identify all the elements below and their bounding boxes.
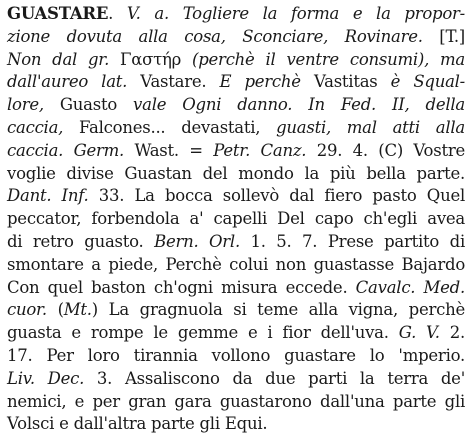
entry-line xyxy=(7,231,465,254)
entry-text-segment: Cavalc. Med. xyxy=(355,277,465,297)
entry-line xyxy=(7,71,465,94)
entry-line xyxy=(7,26,465,49)
entry-text-segment: 17. Per loro tirannia vollono guastare lo 'mperio. xyxy=(7,345,465,365)
entry-text-segment: zione dovuta alla cosa, Sconciare, Rovinare. xyxy=(7,26,423,46)
entry-text-segment: Petr. Canz. xyxy=(213,140,307,160)
entry-text-segment: Volsci e dall'altra parte gli Equi. xyxy=(7,414,268,434)
entry-text-segment: Guasto xyxy=(59,95,134,115)
entry-text-segment: guasta e rompe le gemme e i fior dell'uva. xyxy=(7,323,399,343)
entry-text-segment: smontare a piede, Perchè colui non guastasse Bajardo xyxy=(7,254,465,274)
entry-text-segment: V. a. Togliere la forma e la propor- xyxy=(126,4,465,23)
entry-text-segment: di retro guasto. xyxy=(7,231,155,251)
entry-text-segment: peccator, forbendola a' capelli Del capo ch'egli avea xyxy=(7,209,465,229)
entry-text-segment: 1. 5. 7. Prese partito di xyxy=(239,231,465,251)
entry-text-segment: dall'aureo lat. xyxy=(7,72,128,92)
entry-text-segment: Vastitas xyxy=(300,72,391,92)
entry-text-segment: Bern. Orl. xyxy=(154,231,240,251)
entry-text-segment: caccia. Germ. xyxy=(7,140,125,160)
entry-text-segment: Non dal gr. xyxy=(7,49,121,69)
entry-line xyxy=(7,299,465,322)
entry-line xyxy=(7,49,465,72)
entry-line xyxy=(7,322,465,345)
entry-text-segment: (perchè il ventre consumi), ma xyxy=(181,49,465,69)
entry-line xyxy=(7,254,465,277)
entry-text-segment: G. V. xyxy=(398,323,440,343)
entry-line xyxy=(7,413,465,436)
entry-text-segment: Con quel baston ch'ogni misura eccede. xyxy=(7,277,356,297)
entry-text-segment: ( xyxy=(46,300,64,320)
entry-text-segment: cuor. xyxy=(7,300,47,320)
dictionary-entry xyxy=(7,3,465,436)
entry-text-segment: nemici, e per gran gara guastarono dall'una parte gli xyxy=(7,391,465,411)
entry-line xyxy=(7,277,465,300)
entry-line xyxy=(7,163,465,186)
entry-line xyxy=(7,345,465,368)
entry-line xyxy=(7,94,465,117)
entry-text-segment: Liv. Dec. xyxy=(7,368,85,388)
entry-text-segment: caccia, xyxy=(7,117,79,137)
entry-line xyxy=(7,185,465,208)
entry-line xyxy=(7,208,465,231)
entry-text-segment: [T.] xyxy=(422,26,465,46)
headword: GUASTARE xyxy=(7,4,109,23)
entry-line xyxy=(7,117,465,140)
entry-text-segment: . xyxy=(108,4,127,23)
entry-text-segment: 2. xyxy=(439,323,466,343)
entry-text-segment: lore, xyxy=(7,95,60,115)
entry-text-segment: è Squal- xyxy=(390,72,466,92)
entry-text-segment: 29. 4. (C) Vostre xyxy=(306,140,465,160)
entry-text-segment: Falcones... devastati, xyxy=(78,117,277,137)
entry-text-segment: Wast. = xyxy=(124,140,214,160)
entry-text-segment: vale Ogni danno. In Fed. II, della xyxy=(133,95,465,115)
entry-text-segment: voglie divise Guastan del mondo la più bella parte. xyxy=(7,163,465,183)
entry-line xyxy=(7,3,465,26)
entry-text-segment: 33. La bocca sollevò dal fiero pasto Quel xyxy=(88,186,465,206)
entry-text-segment: ) La gragnuola si teme alla vigna, perchè xyxy=(91,300,466,320)
entry-text-segment: Vastare. xyxy=(127,72,220,92)
entry-text-segment: E perchè xyxy=(219,72,301,92)
entry-line xyxy=(7,140,465,163)
entry-text-segment: Γαστήρ xyxy=(120,49,182,69)
entry-text-segment: Dant. Inf. xyxy=(7,186,89,206)
entry-text-segment: guasti, mal atti alla xyxy=(276,117,465,137)
entry-text xyxy=(7,3,465,436)
entry-text-segment: 3. Assaliscono da due parti la terra de' xyxy=(84,368,465,388)
entry-line xyxy=(7,368,465,391)
entry-text-segment: Mt. xyxy=(63,300,92,320)
